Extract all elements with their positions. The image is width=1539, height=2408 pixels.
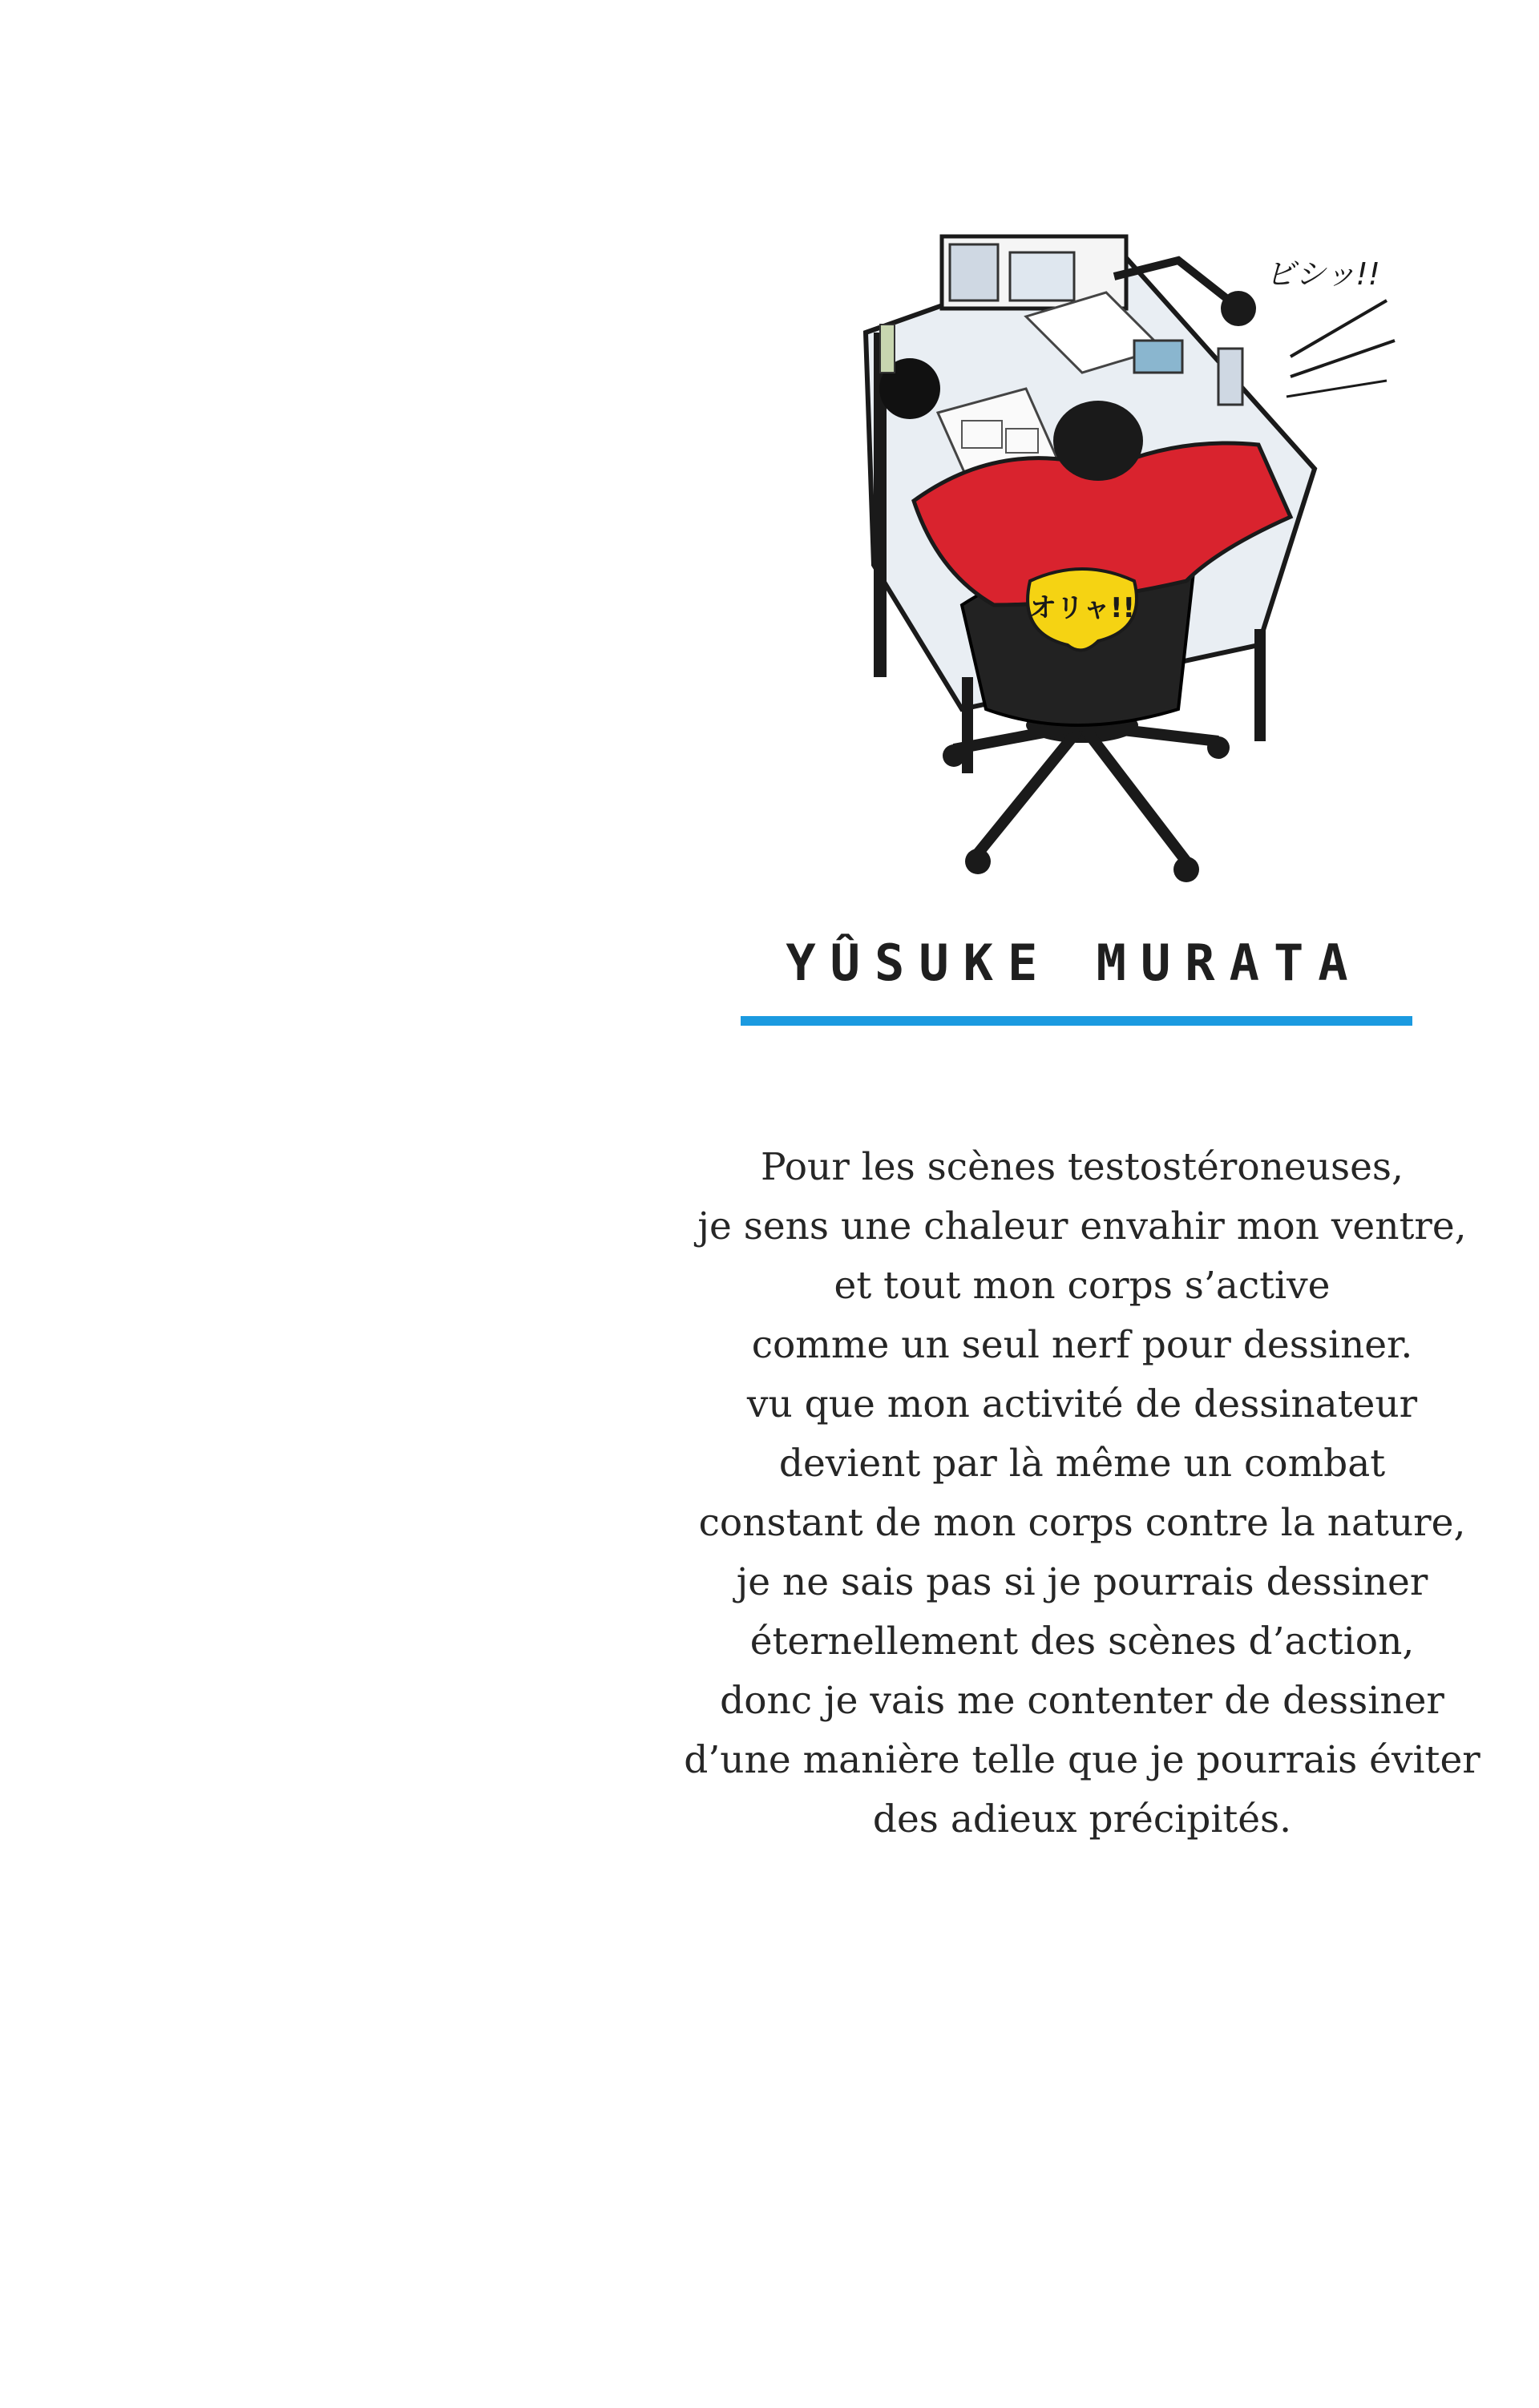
sfx-chair-text: オリャ!! [1029, 592, 1135, 624]
quote-line: je ne sais pas si je pourrais dessiner [736, 1560, 1428, 1604]
author-quote [657, 1138, 1507, 1849]
quote-line: vu que mon activité de dessinateur [746, 1382, 1418, 1426]
author-illustration [842, 228, 1403, 906]
quote-line: éternellement des scènes d’action, [749, 1619, 1415, 1664]
quote-line: comme un seul nerf pour dessiner. [751, 1323, 1413, 1367]
author-underline [741, 1016, 1412, 1026]
quote-line: et tout mon corps s’active [834, 1264, 1331, 1308]
quote-line: d’une manière telle que je pourrais éviter [684, 1738, 1480, 1782]
quote-line: constant de mon corps contre la nature, [698, 1501, 1466, 1545]
sfx-top-text: ビシッ!! [1265, 256, 1380, 292]
quote-line: des adieux précipités. [872, 1797, 1292, 1841]
author-name: YÛSUKE MURATA [786, 934, 1363, 992]
quote-line: Pour les scènes testostéroneuses, [761, 1145, 1404, 1189]
quote-line: je sens une chaleur envahir mon ventre, [697, 1204, 1467, 1248]
quote-line: devient par là même un combat [778, 1442, 1386, 1486]
quote-line: donc je vais me contenter de dessiner [720, 1679, 1444, 1723]
